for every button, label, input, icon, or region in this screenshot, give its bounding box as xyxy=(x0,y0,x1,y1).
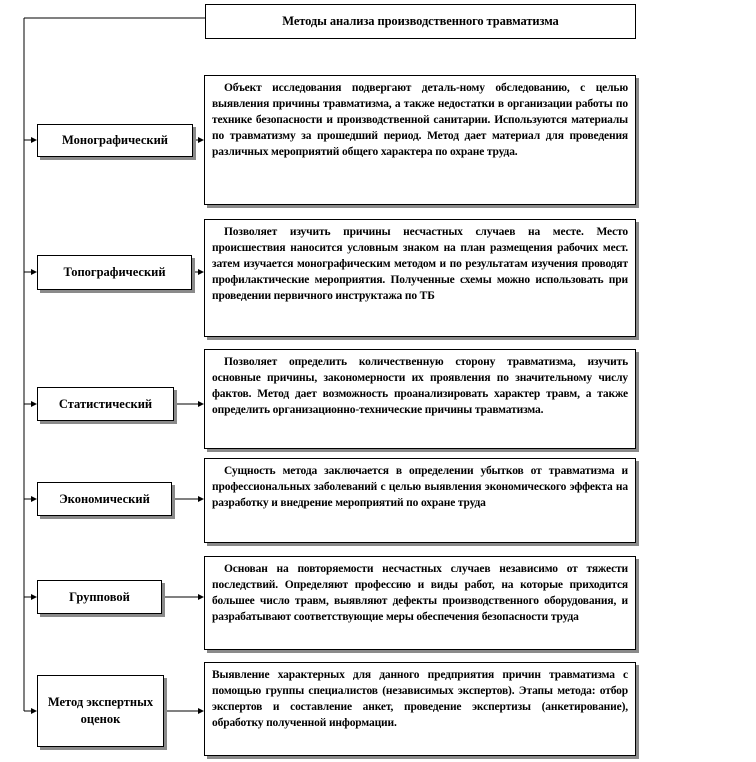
method-topographic: Топографический xyxy=(37,255,192,290)
description-topographic: Позволяет изучить причины несчастных случаев на месте. Место происшествия наносится условным знаком на план размещения рабочих мест. затем изучается монографическим методом и по результатам изучения проводят профилактические мероприятия. Полученные схемы можно использовать при проведении первичного инструктажа по ТБ xyxy=(204,219,636,337)
description-expert-assessment: Выявление характерных для данного предприятия причин травматизма с помощью группы специалистов (независимых экспертов). Этапы метода: отбор экспертов и составление анкет, проведение экспертизы (анкетирование), обработку полученной информации. xyxy=(204,662,636,756)
description-statistical: Позволяет определить количественную сторону травматизма, изучить основные причины, закономерности их проявления по значительному числу фактов. Метод дает возможность проанализировать характер травм, а также определить организационно-технические причины травматизма. xyxy=(204,349,636,449)
method-expert-assessment: Метод экспертных оценок xyxy=(37,675,164,747)
method-statistical: Статистический xyxy=(37,387,174,421)
description-economic: Сущность метода заключается в определении убытков от травматизма и профессиональных заболеваний с целью выявления экономического эффекта на разработку и внедрение мероприятий по охране труда xyxy=(204,458,636,543)
description-group: Основан на повторяемости несчастных случаев независимо от тяжести последствий. Определяют профессию и виды работ, на которые приходится большее число травм, выявляют дефекты производственного оборудования, и разрабатывают соответствующие меры обеспечения безопасности труда xyxy=(204,556,636,650)
method-economic: Экономический xyxy=(37,482,172,516)
description-monographic: Объект исследования подвергают деталь-ному обследованию, с целью выявления причины травматизма, а также недостатки в организации работы по технике безопасности и производственной санитарии. Используются материалы по травматизму за прошедший период. Метод дает материал для проведения различных мероприятий общего характера по охране труда. xyxy=(204,75,636,205)
method-group: Групповой xyxy=(37,580,162,614)
method-monographic: Монографический xyxy=(37,124,193,157)
diagram-title: Методы анализа производственного травматизма xyxy=(205,4,636,39)
